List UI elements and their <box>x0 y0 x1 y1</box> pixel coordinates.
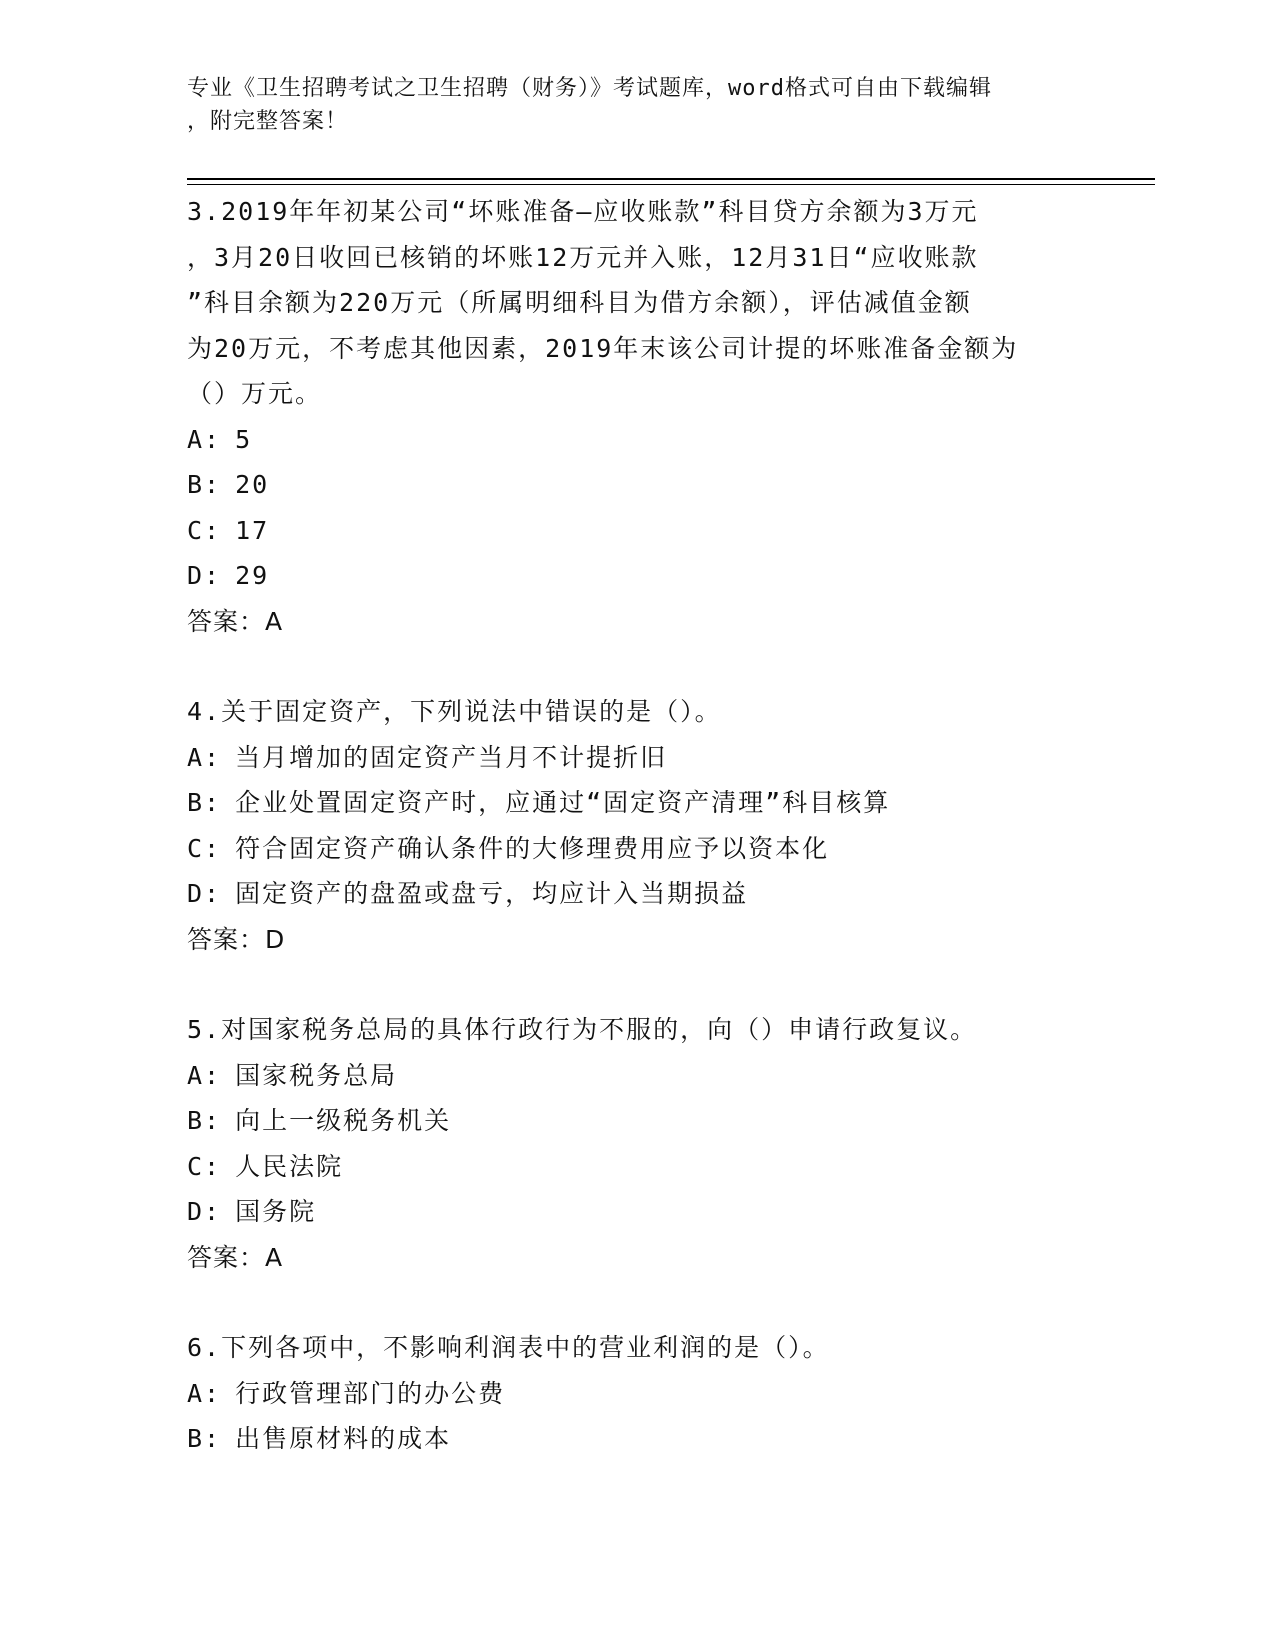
option-text: 企业处置固定资产时，应通过“固定资产清理”科目核算 <box>235 788 891 817</box>
question-3 <box>187 189 1087 644</box>
document-header <box>187 72 1087 138</box>
option-text: 29 <box>235 561 270 590</box>
option-c <box>187 826 1087 872</box>
question-stem-line: ”科目余额为220万元（所属明细科目为借方余额），评估减值金额 <box>187 288 972 317</box>
question-stem-line: 4.关于固定资产，下列说法中错误的是（）。 <box>187 697 722 726</box>
option-key: B: <box>187 470 222 499</box>
option-key: A: <box>187 1378 222 1408</box>
question-stem-line: 6.下列各项中，不影响利润表中的营业利润的是（）。 <box>187 1333 830 1362</box>
option-text: 行政管理部门的办公费 <box>235 1378 506 1408</box>
option-b <box>187 462 1087 508</box>
option-text: 当月增加的固定资产当月不计提折旧 <box>235 742 668 772</box>
option-text: 人民法院 <box>235 1151 344 1181</box>
option-key: A: <box>187 742 222 772</box>
option-key: B: <box>187 788 222 817</box>
option-key: D: <box>187 1197 222 1226</box>
option-d <box>187 1189 1087 1235</box>
question-stem-line: 3.2019年年初某公司“坏账准备—应收账款”科目贷方余额为3万元 <box>187 197 979 226</box>
option-text: 国家税务总局 <box>235 1060 398 1090</box>
option-key: D: <box>187 879 222 908</box>
header-divider-thin <box>187 184 1155 185</box>
option-a <box>187 1053 1087 1099</box>
option-text: 5 <box>235 424 253 454</box>
option-b <box>187 780 1087 826</box>
option-text: 符合固定资产确认条件的大修理费用应予以资本化 <box>235 833 830 863</box>
question-6 <box>187 1325 1087 1462</box>
option-c <box>187 508 1087 554</box>
option-key: B: <box>187 1106 222 1135</box>
option-a <box>187 735 1087 781</box>
option-key: C: <box>187 515 222 545</box>
option-text: 国务院 <box>235 1197 317 1226</box>
option-d <box>187 553 1087 599</box>
option-text: 出售原材料的成本 <box>235 1424 452 1453</box>
option-key: C: <box>187 833 222 863</box>
header-line-1: 专业《卫生招聘考试之卫生招聘（财务）》考试题库，word格式可自由下载编辑 <box>187 76 992 101</box>
answer-line: 答案：A <box>187 1242 284 1272</box>
option-text: 向上一级税务机关 <box>235 1106 452 1135</box>
question-stem-line: （）万元。 <box>187 379 323 408</box>
answer-line: 答案：D <box>187 924 286 954</box>
question-5 <box>187 1007 1087 1280</box>
question-list <box>187 189 1087 1462</box>
option-d <box>187 871 1087 917</box>
header-line-2: ，附完整答案！ <box>187 109 349 134</box>
question-stem-line: ，3月20日收回已核销的坏账12万元并入账，12月31日“应收账款 <box>187 242 979 272</box>
option-b <box>187 1416 1087 1462</box>
option-c <box>187 1144 1087 1190</box>
answer-line: 答案：A <box>187 606 284 636</box>
option-b <box>187 1098 1087 1144</box>
option-key: A: <box>187 424 222 454</box>
option-text: 20 <box>235 470 270 499</box>
option-text: 固定资产的盘盈或盘亏，均应计入当期损益 <box>235 879 749 908</box>
option-key: D: <box>187 561 222 590</box>
question-4 <box>187 689 1087 962</box>
option-a <box>187 417 1087 463</box>
option-text: 17 <box>235 515 270 545</box>
question-stem-line: 5.对国家税务总局的具体行政行为不服的，向（）申请行政复议。 <box>187 1015 978 1044</box>
option-key: C: <box>187 1151 222 1181</box>
option-a <box>187 1371 1087 1417</box>
question-stem-line: 为20万元，不考虑其他因素，2019年末该公司计提的坏账准备金额为 <box>187 333 1019 363</box>
option-key: B: <box>187 1424 222 1453</box>
header-divider-thick <box>187 178 1155 180</box>
option-key: A: <box>187 1060 222 1090</box>
